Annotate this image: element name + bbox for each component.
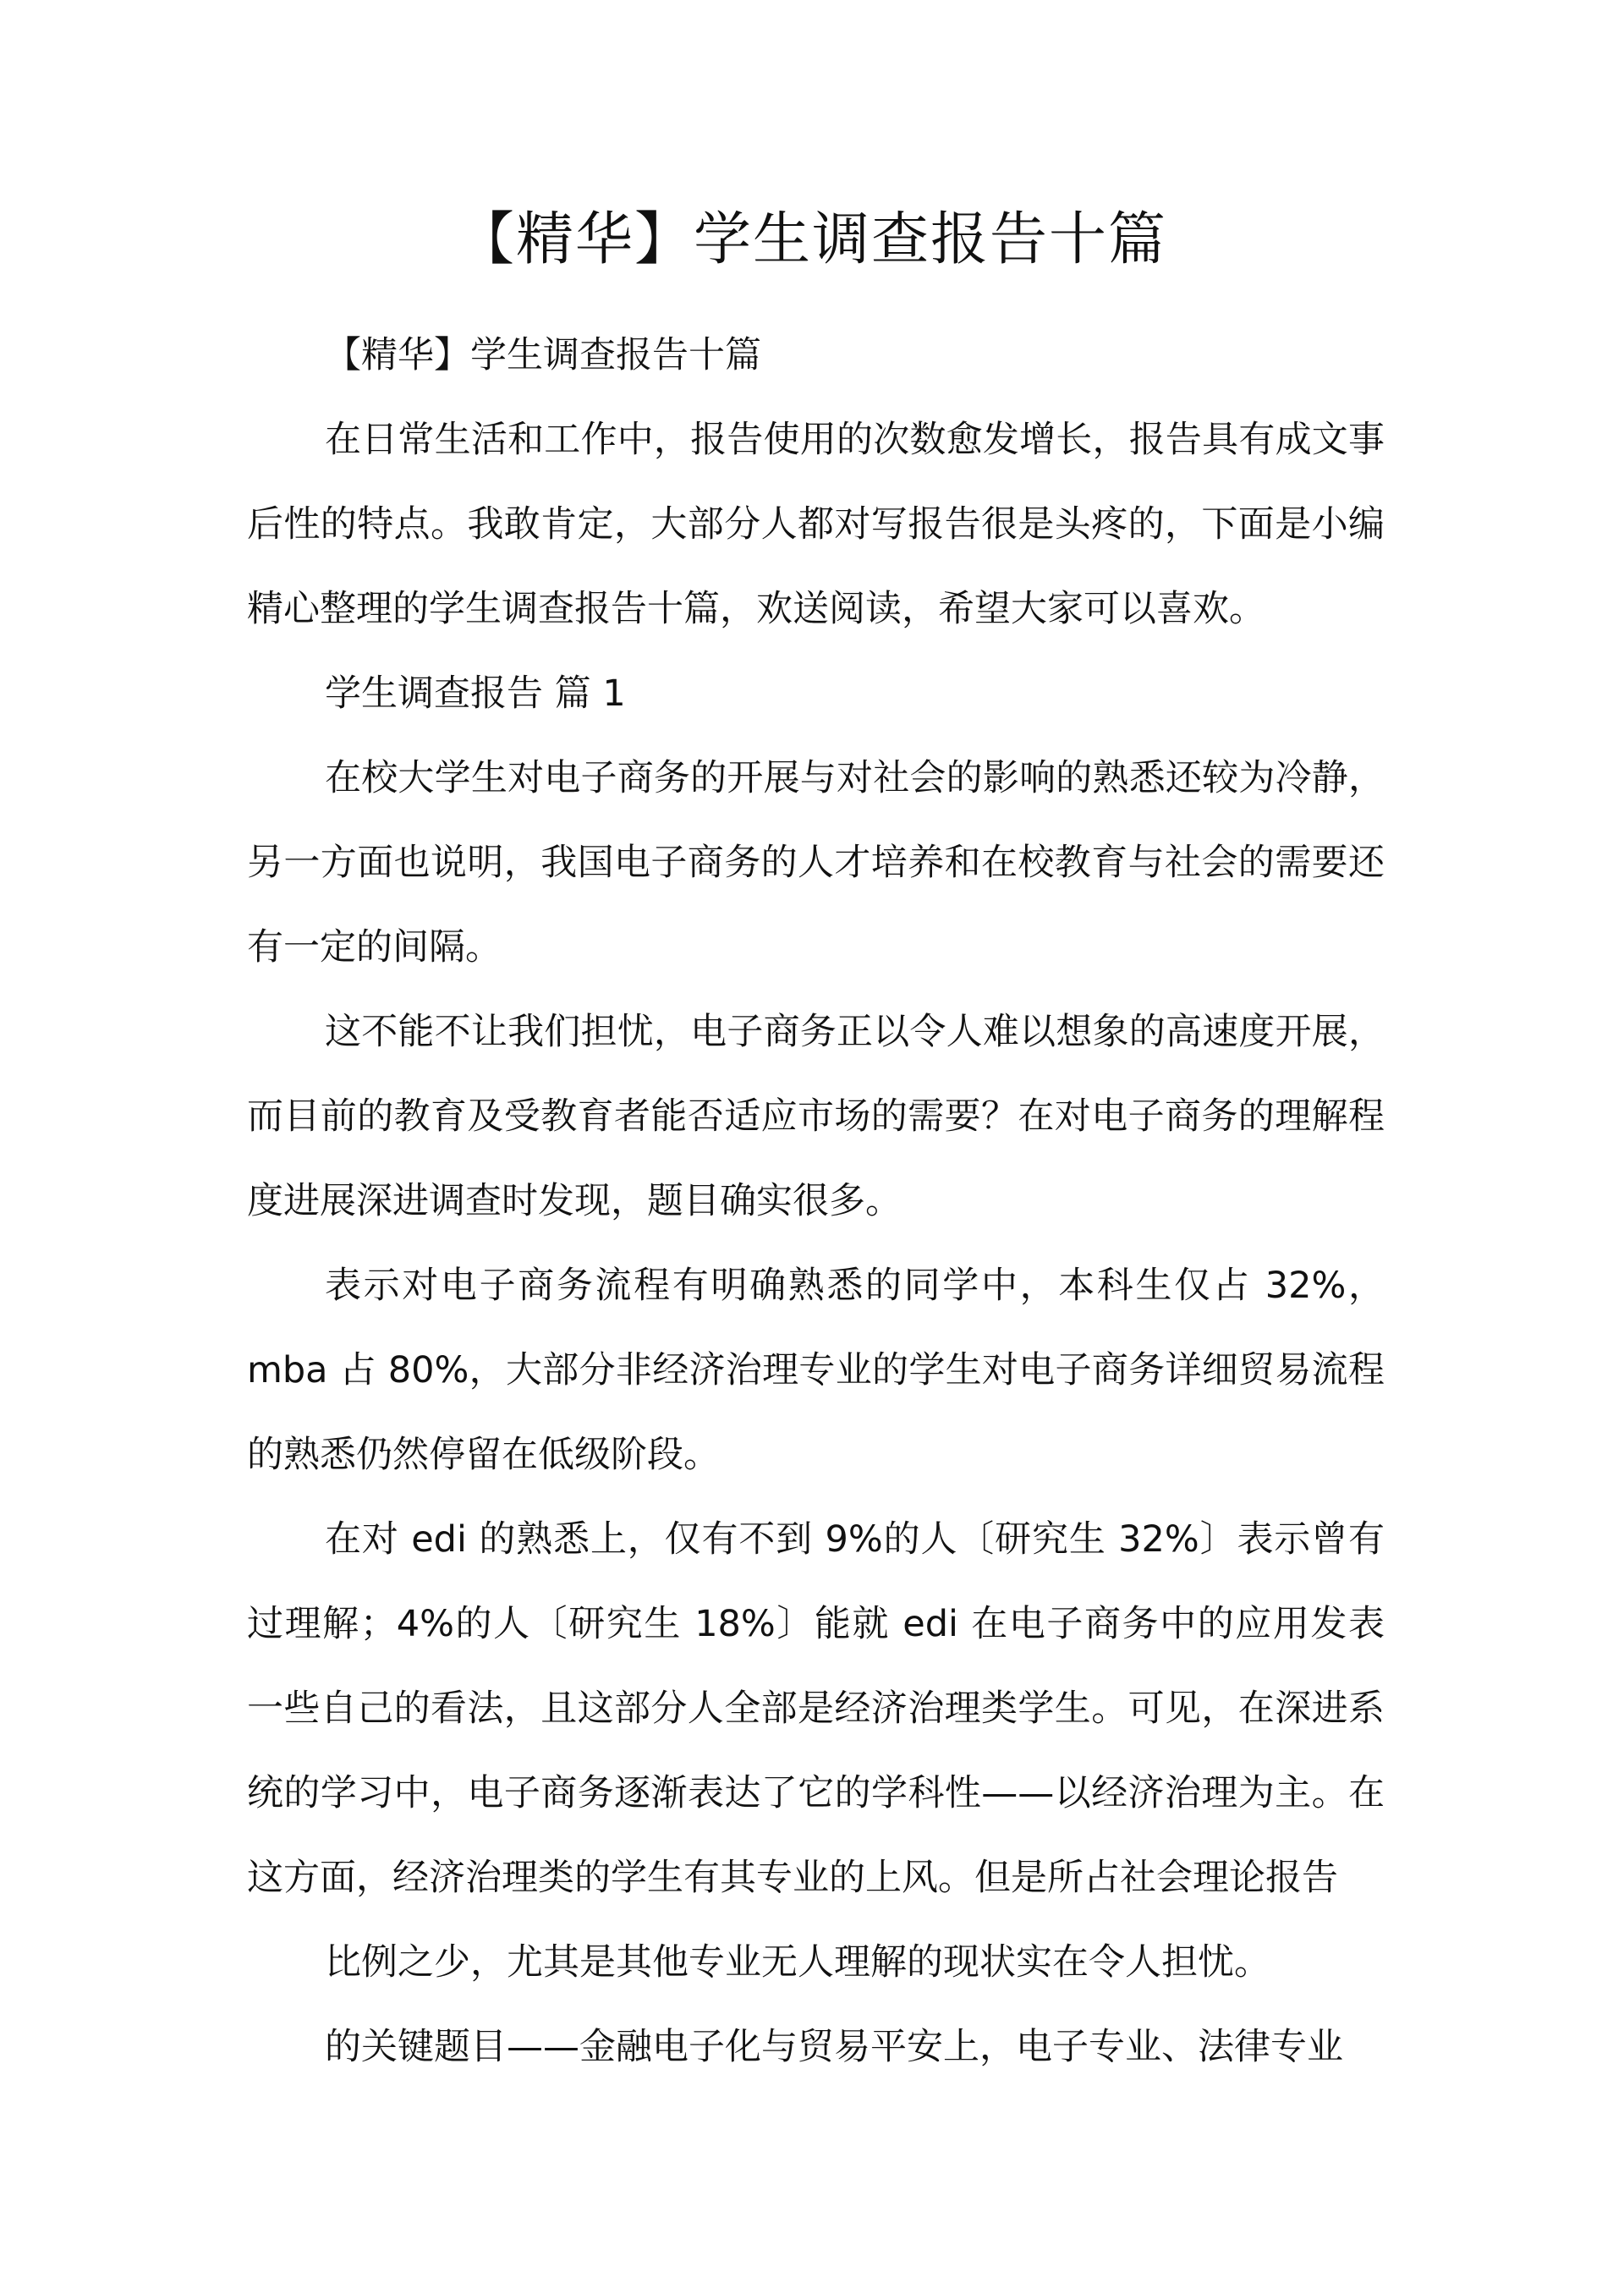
document-body: [247, 313, 1385, 2089]
paragraph: 的关键题目——金融电子化与贸易平安上，电子专业、法律专业: [325, 2026, 1343, 2068]
paragraph: 比例之少，尤其是其他专业无人理解的现状实在令人担忧。: [325, 1941, 1270, 1984]
paragraph: 表示对电子商务流程有明确熟悉的同学中，本科生仅占 32%，mba 占 80%，大部分非经济治理专业的学生对电子商务详细贸易流程的熟悉仍然停留在低级阶段。: [247, 1265, 1385, 1476]
paragraph-intro: 在日常生活和工作中，报告使用的次数愈发增长，报告具有成文事后性的特点。我敢肯定，大部分人都对写报告很是头疼的，下面是小编精心整理的学生调查报告十篇，欢送阅读，希望大家可以喜欢。: [247, 419, 1385, 630]
section-heading: 学生调查报告 篇 1: [325, 672, 626, 715]
document-title: 【精华】学生调查报告十篇: [456, 206, 1167, 273]
paragraph: 这不能不让我们担忧，电子商务正以令人难以想象的高速度开展，而目前的教育及受教育者能否适应市场的需要？在对电子商务的理解程度进展深进调查时发现，题目确实很多。: [247, 1011, 1385, 1222]
paragraph-subtitle: 【精华】学生调查报告十篇: [325, 334, 761, 376]
paragraph: 在校大学生对电子商务的开展与对社会的影响的熟悉还较为冷静，另一方面也说明，我国电子商务的人才培养和在校教育与社会的需要还有一定的间隔。: [247, 757, 1385, 969]
paragraph: 在对 edi 的熟悉上，仅有不到 9%的人〔研究生 32%〕表示曾有过理解；4%的人〔研究生 18%〕能就 edi 在电子商务中的应用发表一些自己的看法，且这部分人全部是经济治理类学生。可见，在深进系统的学习中，电子商务逐渐表达了它的学科性——以经济治理为主。在这方面，经济治理类的学生有其专业的上风。但是所占社会理论报告: [247, 1518, 1385, 1899]
